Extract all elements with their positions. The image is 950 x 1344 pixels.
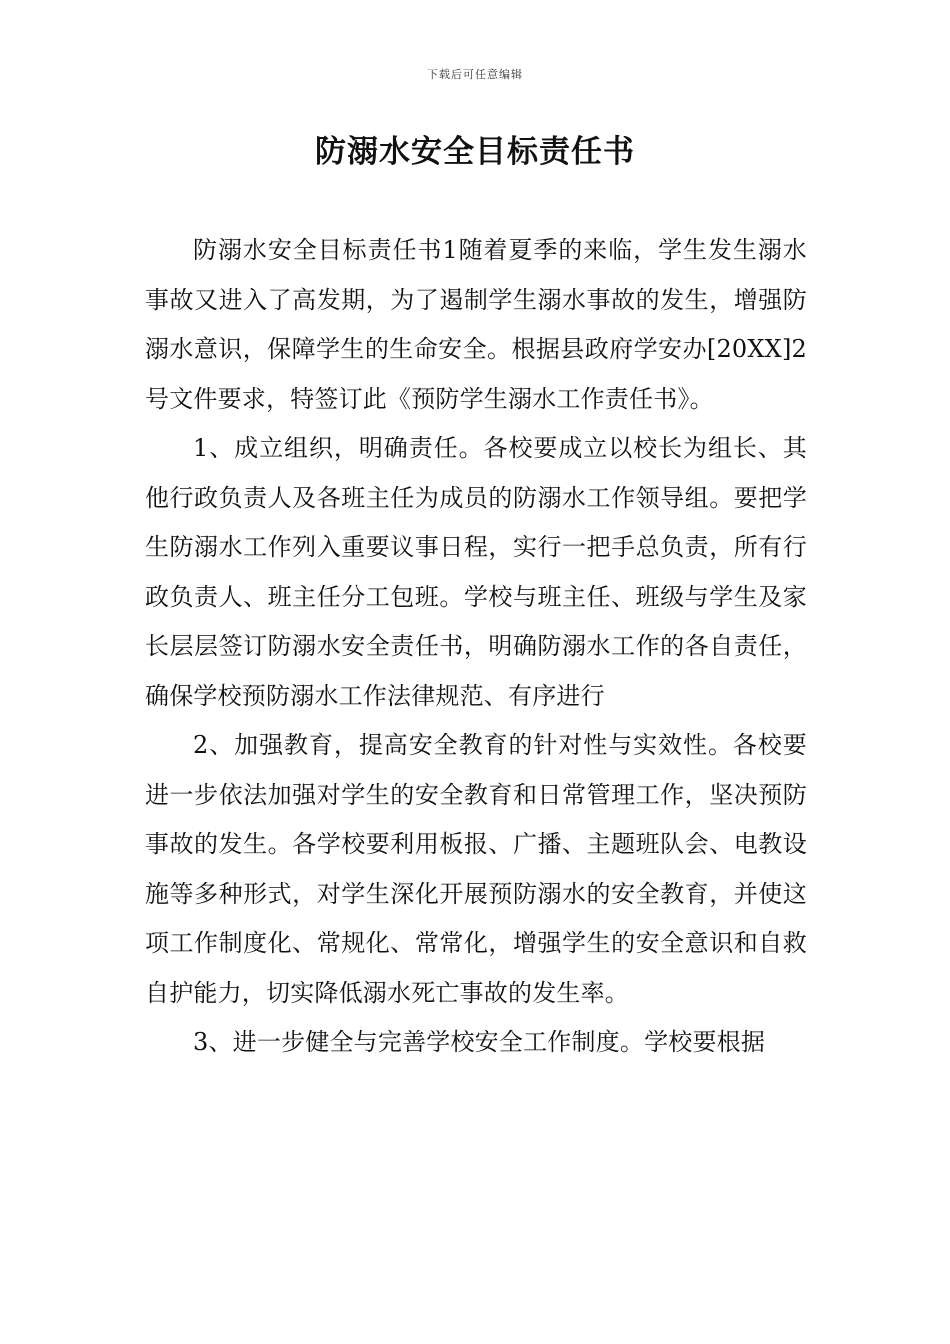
paragraph-item-2: 2、加强教育，提高安全教育的针对性与实效性。各校要进一步依法加强对学生的安全教育和日常管理工作，坚决预防事故的发生。各学校要利用板报、广播、主题班队会、电教设施等多种形式，对学生深化开展预防溺水的安全教育，并使这项工作制度化、常规化、常常化，增强学生的安全意识和自救自护能力，切实降低溺水死亡事故的发生率。: [145, 731, 807, 1007]
paragraph-intro: 防溺水安全目标责任书1随着夏季的来临，学生发生溺水事故又进入了高发期，为了遏制学生溺水事故的发生，增强防溺水意识，保障学生的生命安全。根据县政府学安办[20XX]2号文件要求，特签订此《预防学生溺水工作责任书》。: [145, 236, 807, 413]
paragraph-item-1: 1、成立组织，明确责任。各校要成立以校长为组长、其他行政负责人及各班主任为成员的防溺水工作领导组。要把学生防溺水工作列入重要议事日程，实行一把手总负责，所有行政负责人、班主任分工包班。学校与班主任、班级与学生及家长层层签订防溺水安全责任书，明确防溺水工作的各自责任，确保学校预防溺水工作法律规范、有序进行: [145, 434, 807, 710]
paragraph-item-3: 3、进一步健全与完善学校安全工作制度。学校要根据: [193, 1028, 766, 1056]
document-title: 防溺水安全目标责任书: [315, 134, 635, 170]
document-body: [145, 226, 807, 1068]
header-note: 下载后可任意编辑: [427, 68, 523, 81]
